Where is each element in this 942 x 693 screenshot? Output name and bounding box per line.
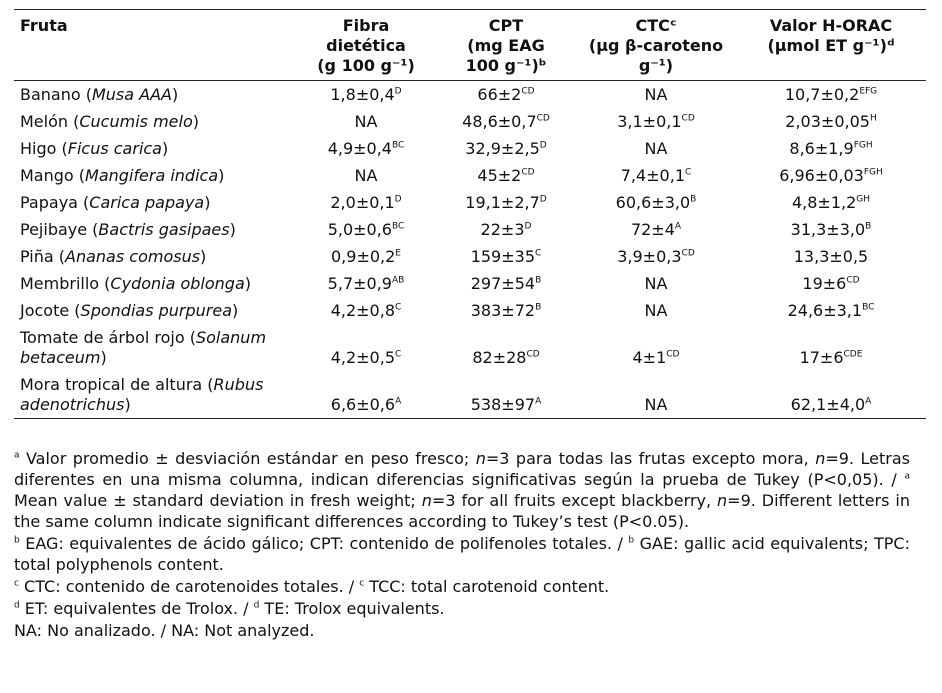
footnote-d: $^d$ ET: equivalentes de Trolox. / $^d$ TE: Trolox equivalents. (14, 599, 445, 618)
fruit-name-cell: Melón (Cucumis melo) (20, 111, 199, 131)
fibra-cell: $4,9\pm 0,4^{BC}$ (327, 138, 405, 158)
column-header: Fibra dietética (g 100 g⁻¹) (317, 16, 415, 75)
table-footnotes (14, 448, 910, 642)
fibra-cell: NA (354, 165, 378, 185)
orac-cell: $2,03\pm 0,05^H$ (785, 111, 877, 131)
ctc-cell: NA (644, 395, 668, 414)
fruit-name-cell: Piña (Ananas comosus) (20, 246, 207, 266)
cpt-cell: $66\pm 2^{CD}$ (477, 84, 535, 104)
ctc-cell: $72\pm 4^A$ (630, 219, 682, 239)
ctc-cell: NA (644, 300, 668, 320)
footnote-b: $^b$ EAG: equivalentes de ácido gálico; CPT: contenido de polifenoles totales. / $^b$ GAE: gallic acid equivalents; TPC: total polyphenols content. (14, 534, 910, 574)
orac-cell: $4,8\pm 1,2^{GH}$ (791, 192, 871, 212)
cpt-cell: $48,6\pm 0,7^{CD}$ (462, 111, 550, 131)
table-row (14, 81, 926, 109)
fruit-name-cell: Banano (Musa AAA) (20, 84, 179, 104)
ctc-cell: $3,1\pm 0,1^{CD}$ (617, 111, 695, 131)
fruit-name-cell: Membrillo (Cydonia oblonga) (20, 273, 252, 293)
fibra-cell: NA (354, 111, 378, 131)
table-row (14, 297, 926, 324)
fibra-cell: $0,9\pm 0,2^E$ (331, 246, 401, 266)
cpt-cell: $22\pm 3^D$ (480, 219, 532, 239)
column-header: Fruta (20, 16, 68, 35)
table-row (14, 135, 926, 162)
ctc-cell: $3,9\pm 0,3^{CD}$ (617, 246, 695, 266)
table-row (14, 270, 926, 297)
table-row (14, 216, 926, 243)
fruit-name-cell: Tomate de árbol rojo (Solanum betaceum) (20, 328, 267, 367)
cpt-cell: $159\pm 35^C$ (470, 246, 542, 266)
column-header: CPT (mg EAG 100 g⁻¹)ᵇ (465, 16, 547, 75)
ctc-cell: $7,4\pm 0,1^C$ (620, 165, 692, 185)
ctc-cell: NA (644, 84, 668, 104)
ctc-cell: $4\pm 1^{CD}$ (632, 348, 680, 367)
column-header: CTCᶜ (µg β-caroteno g⁻¹) (588, 16, 724, 75)
table-row (14, 108, 926, 135)
fruit-name-cell: Mango (Mangifera indica) (20, 165, 225, 185)
cpt-cell: $32,9\pm 2,5^D$ (465, 138, 547, 158)
fibra-cell: $4,2\pm 0,5^C$ (330, 348, 402, 367)
fibra-cell: $4,2\pm 0,8^C$ (330, 300, 402, 320)
fruit-name-cell: Papaya (Carica papaya) (20, 192, 211, 212)
fibra-cell: $2,0\pm 0,1^D$ (330, 192, 402, 212)
fruit-table (14, 9, 926, 419)
table-row (14, 189, 926, 216)
table-row (14, 162, 926, 189)
fruit-name-cell: Jocote (Spondias purpurea) (20, 300, 239, 320)
ctc-cell: NA (644, 138, 668, 158)
fruit-name-cell: Higo (Ficus carica) (20, 138, 169, 158)
orac-cell: $31,3\pm 3,0^B$ (790, 219, 872, 239)
footnote-na: NA: No analizado. / NA: Not analyzed. (14, 621, 315, 640)
orac-cell: 13,3±0,5 (793, 246, 869, 266)
table-row (14, 371, 926, 419)
fibra-cell: $5,7\pm 0,9^{AB}$ (327, 273, 405, 293)
orac-cell: $17\pm 6^{CDE}$ (799, 348, 863, 367)
cpt-cell: $82\pm 28^{CD}$ (472, 348, 540, 367)
table-row (14, 243, 926, 270)
orac-cell: $10,7\pm 0,2^{EFG}$ (784, 84, 878, 104)
fibra-cell: $5,0\pm 0,6^{BC}$ (327, 219, 405, 239)
cpt-cell: $45\pm 2^{CD}$ (477, 165, 535, 185)
table-header (14, 10, 926, 81)
column-header: Valor H-ORAC (µmol ET g⁻¹)ᵈ (767, 16, 895, 55)
ctc-cell: NA (644, 273, 668, 293)
orac-cell: $62,1\pm 4,0^A$ (790, 395, 872, 414)
fruit-name-cell: Pejibaye (Bactris gasipaes) (20, 219, 236, 239)
fruit-name-cell: Mora tropical de altura (Rubus adenotrichus) (20, 375, 264, 414)
fibra-cell: $1,8\pm 0,4^D$ (330, 84, 402, 104)
orac-cell: $6,96\pm 0,03^{FGH}$ (779, 165, 883, 185)
cpt-cell: $19,1\pm 2,7^D$ (465, 192, 547, 212)
table-body (14, 81, 926, 419)
cpt-cell: $383\pm 72^B$ (470, 300, 542, 320)
orac-cell: $24,6\pm 3,1^{BC}$ (787, 300, 875, 320)
footnote-c: $^c$ CTC: contenido de carotenoides totales. / $^c$ TCC: total carotenoid content. (14, 577, 610, 596)
table-row (14, 324, 926, 371)
fibra-cell: $6,6\pm 0,6^A$ (330, 395, 402, 414)
cpt-cell: $538\pm 97^A$ (470, 395, 542, 414)
orac-cell: $8,6\pm 1,9^{FGH}$ (789, 138, 873, 158)
cpt-cell: $297\pm 54^B$ (470, 273, 542, 293)
orac-cell: $19\pm 6^{CD}$ (802, 273, 860, 293)
footnote-a: $^a$ Valor promedio ± desviación estándar en peso fresco; n=3 para todas las frutas excepto mora, n=9. Letras diferentes en una misma columna, indican diferencias significativas según la prueba de Tukey (P<0,05). / $^a$ Mean value ± standard deviation in fresh weight; n=3 for all fruits except blackberry, n=9. Different letters in the same column indicate significant differences according to Tukey’s test (P<0.05). (14, 449, 910, 531)
ctc-cell: $60,6\pm 3,0^B$ (615, 192, 697, 212)
